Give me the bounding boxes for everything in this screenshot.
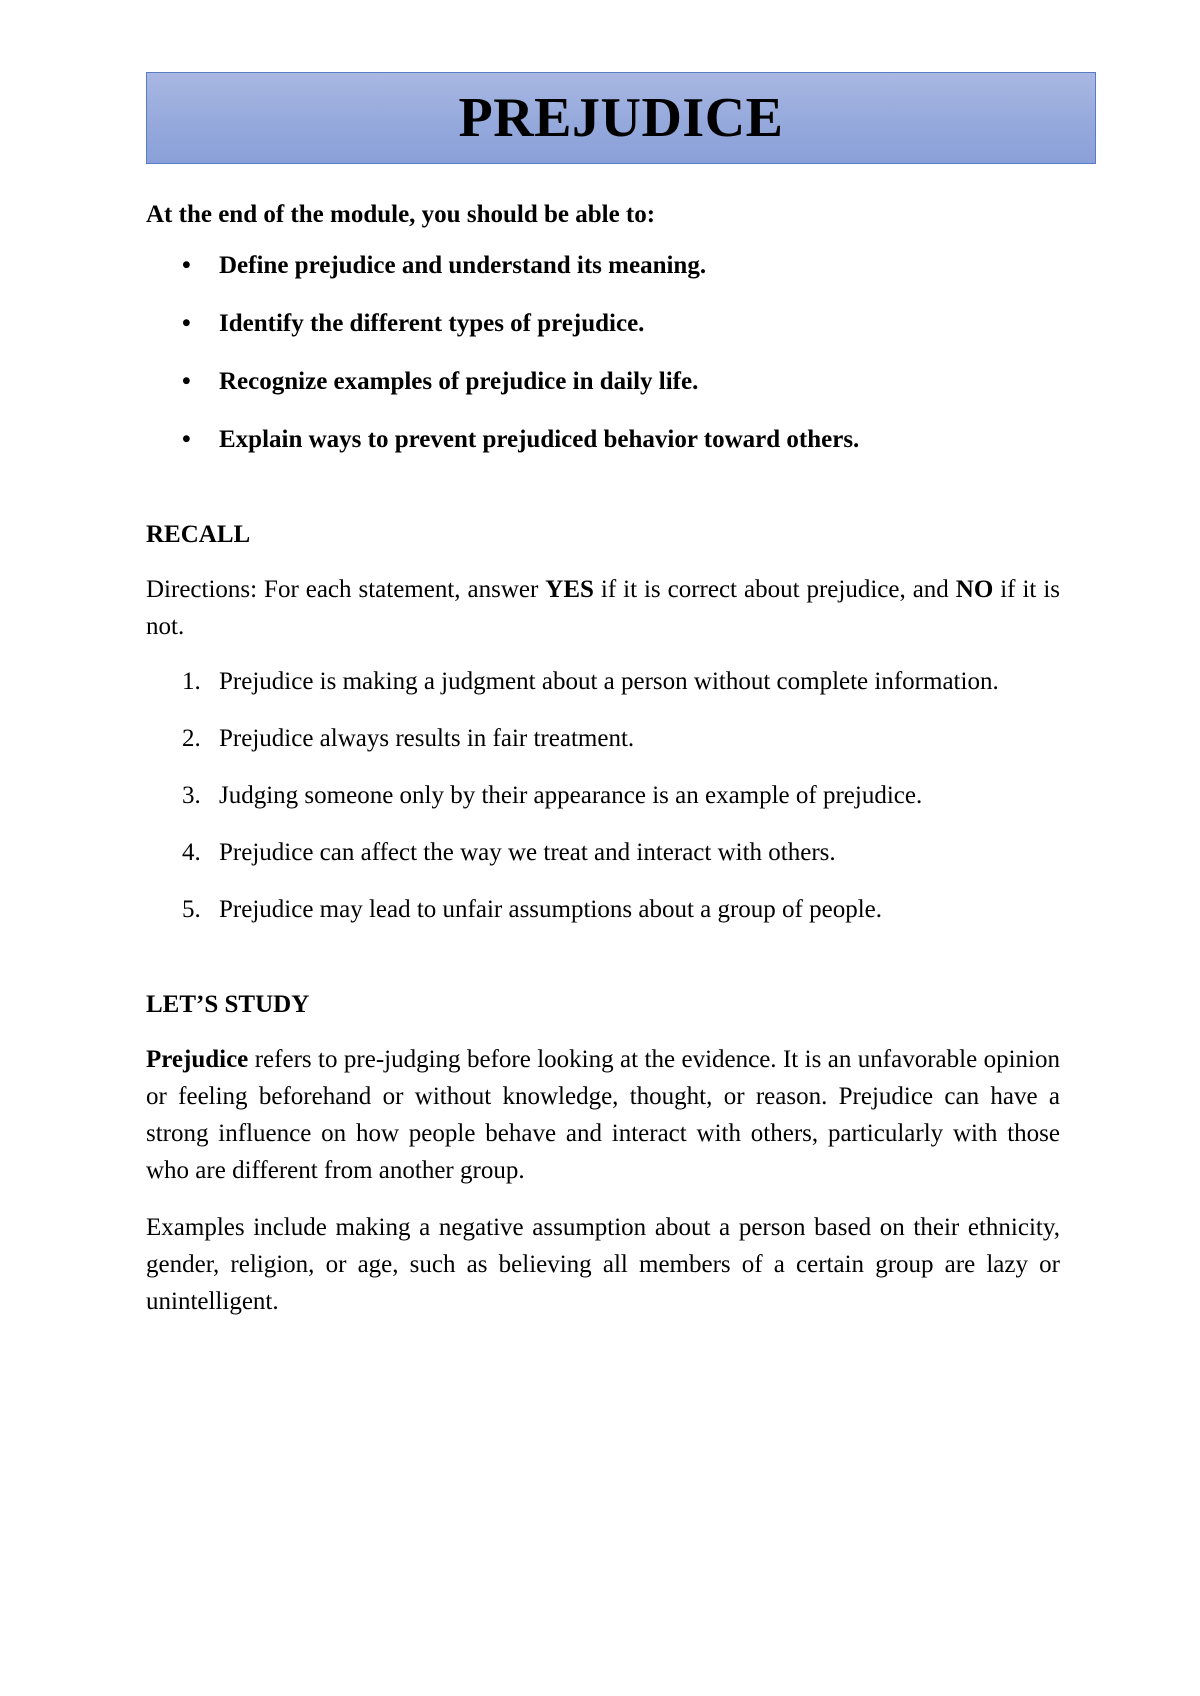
objective-text: Recognize examples of prejudice in daily life. (219, 368, 699, 395)
item-text: Prejudice is making a judgment about a person without complete information. (219, 668, 999, 695)
directions-part2: if it is correct about prejudice, and (593, 576, 956, 603)
objective-text: Explain ways to prevent prejudiced behavior toward others. (219, 426, 860, 453)
study-heading: LET’S STUDY (146, 991, 310, 1018)
recall-heading: RECALL (146, 521, 251, 548)
page-title: PREJUDICE (458, 87, 784, 149)
recall-item (146, 891, 1060, 928)
item-number: 3. (182, 782, 201, 809)
bullet-icon: • (182, 426, 191, 453)
item-number: 1. (182, 668, 201, 695)
item-text: Prejudice always results in fair treatment. (219, 725, 635, 752)
objective-item (146, 247, 1060, 284)
directions-yes: YES (545, 576, 594, 603)
item-text: Judging someone only by their appearance is an example of prejudice. (219, 782, 923, 809)
recall-item (146, 663, 1060, 700)
study-paragraph-definition (146, 1041, 1060, 1189)
objective-item (146, 305, 1060, 342)
bullet-icon: • (182, 252, 191, 279)
study-paragraph-examples: Examples include making a negative assumption about a person based on their ethnicity, gender, religion, or age, such as believing all members of a certain group are lazy or unintelligent. (146, 1214, 1060, 1315)
definition-term: Prejudice (146, 1046, 249, 1073)
directions-no: NO (955, 576, 994, 603)
definition-text: refers to pre-judging before looking at the evidence. It is an unfavorable opinion or feeling beforehand or without knowledge, thought, or reason. Prejudice can have a strong influence on how people behave and interact with others, particularly with those who are different from another group. (146, 1046, 1060, 1184)
recall-list (146, 663, 1060, 928)
recall-item (146, 777, 1060, 814)
bullet-icon: • (182, 368, 191, 395)
bullet-icon: • (182, 310, 191, 337)
recall-item (146, 720, 1060, 757)
objective-text: Define prejudice and understand its meaning. (219, 252, 707, 279)
item-number: 4. (182, 839, 201, 866)
objective-text: Identify the different types of prejudice. (219, 310, 645, 337)
item-number: 5. (182, 896, 201, 923)
directions-part1: Directions: For each statement, answer (146, 576, 546, 603)
objective-item (146, 363, 1060, 400)
item-text: Prejudice can affect the way we treat and interact with others. (219, 839, 836, 866)
item-text: Prejudice may lead to unfair assumptions about a group of people. (219, 896, 883, 923)
directions-part3: if it is not. (146, 576, 1060, 640)
objective-item (146, 421, 1060, 458)
document-page (146, 72, 1060, 1320)
title-banner (146, 72, 1096, 164)
recall-item (146, 834, 1060, 871)
item-number: 2. (182, 725, 201, 752)
objectives-intro: At the end of the module, you should be able to: (146, 201, 656, 228)
recall-directions (146, 571, 1060, 645)
objectives-list (146, 247, 1060, 458)
